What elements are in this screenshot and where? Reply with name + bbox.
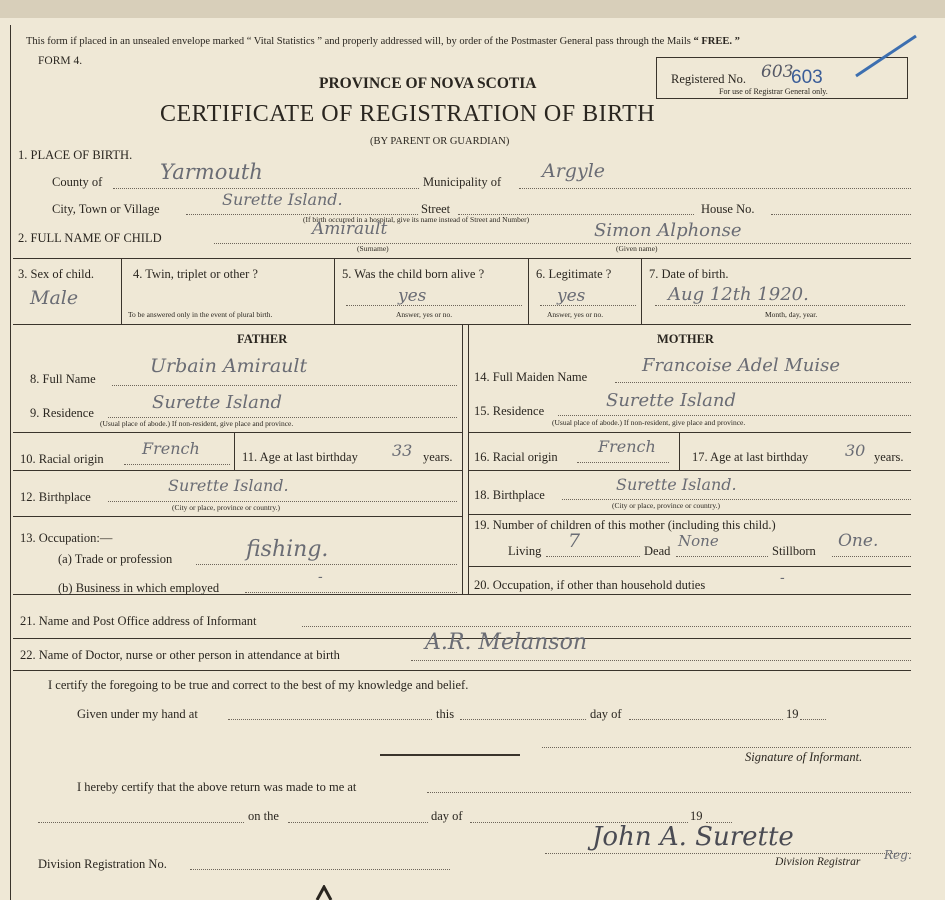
- father-racial-value: French: [142, 439, 200, 458]
- registrar-year-label: 19: [690, 809, 703, 823]
- father-residence-label: 9. Residence: [30, 406, 94, 420]
- given-under-label: Given under my hand at: [77, 707, 198, 721]
- mother-occupation-value: -: [780, 570, 785, 586]
- registrar-day-of-label: day of: [431, 809, 463, 823]
- father-heading: FATHER: [237, 332, 288, 346]
- mother-occupation-label: 20. Occupation, if other than household duties: [474, 578, 706, 592]
- date-of-birth-label: 7. Date of birth.: [649, 267, 729, 281]
- dead-value: None: [678, 532, 719, 550]
- paper-mark: [314, 885, 334, 900]
- informant-signature-caption: Signature of Informant.: [745, 750, 863, 764]
- mother-racial-value: French: [598, 437, 656, 456]
- municipality-value: Argyle: [542, 160, 606, 182]
- date-caption: Month, day, year.: [765, 310, 818, 319]
- sex-label: 3. Sex of child.: [18, 267, 95, 281]
- father-name-value: Urbain Amirault: [150, 355, 308, 377]
- alive-label: 5. Was the child born alive ?: [342, 267, 485, 281]
- postal-notice-free: “ FREE. ”: [693, 36, 740, 47]
- legitimate-value: yes: [557, 286, 586, 306]
- father-age-label: 11. Age at last birthday: [242, 450, 358, 464]
- living-value: 7: [568, 530, 581, 552]
- father-business-value: -: [318, 569, 323, 585]
- mother-name-label: 14. Full Maiden Name: [474, 370, 588, 384]
- registrar-certify-text: I hereby certify that the above return was made to me at: [77, 780, 357, 794]
- surname-caption: (Surname): [357, 244, 389, 253]
- paper-top-edge: [0, 0, 945, 18]
- certificate-subtitle: (BY PARENT OR GUARDIAN): [370, 136, 510, 147]
- sex-value: Male: [30, 287, 79, 309]
- dead-label: Dead: [644, 544, 671, 558]
- father-residence-caption: (Usual place of abode.) If non-resident, give place and province.: [100, 419, 294, 428]
- mother-residence-label: 15. Residence: [474, 404, 545, 418]
- father-age-value: 33: [392, 441, 413, 460]
- father-trade-label: (a) Trade or profession: [58, 552, 173, 566]
- father-residence-value: Surette Island: [152, 392, 282, 413]
- stillborn-value: One.: [838, 531, 879, 551]
- form-number: FORM 4.: [38, 55, 83, 67]
- registered-number-handwritten: 603: [761, 62, 794, 82]
- informant-label: 21. Name and Post Office address of Informant: [20, 614, 257, 628]
- division-registration-label: Division Registration No.: [38, 857, 167, 871]
- date-of-birth-value: Aug 12th 1920.: [668, 284, 809, 305]
- street-label: Street: [421, 202, 451, 216]
- child-surname-value: Amirault: [312, 219, 388, 239]
- mother-birthplace-value: Surette Island.: [616, 475, 737, 494]
- blue-pen-stroke: [850, 30, 925, 85]
- registrar-signature: John A. Surette: [592, 822, 794, 852]
- city-value: Surette Island.: [222, 190, 343, 209]
- house-no-label: House No.: [701, 202, 755, 216]
- mother-age-value: 30: [845, 441, 866, 460]
- place-of-birth-label: 1. PLACE OF BIRTH.: [18, 148, 133, 162]
- mother-age-unit: years.: [874, 450, 904, 464]
- registered-label: Registered No.: [671, 72, 746, 86]
- registered-note: For use of Registrar General only.: [719, 87, 828, 96]
- legitimate-label: 6. Legitimate ?: [536, 267, 612, 281]
- given-year-label: 19: [786, 707, 799, 721]
- given-this-label: this: [436, 707, 455, 721]
- registered-number-stamp: 603: [791, 67, 823, 88]
- left-border: [10, 25, 11, 900]
- province-title: PROVINCE OF NOVA SCOTIA: [319, 75, 537, 92]
- father-racial-label: 10. Racial origin: [20, 452, 104, 466]
- county-label: County of: [52, 175, 103, 189]
- given-name-caption: (Given name): [616, 244, 658, 253]
- division-registrar-caption: Division Registrar: [775, 856, 861, 868]
- child-given-name-value: Simon Alphonse: [594, 220, 742, 241]
- hospital-note: (If birth occurred in a hospital, give its name instead of Street and Number): [303, 215, 530, 224]
- informant-certify-text: I certify the foregoing to be true and correct to the best of my knowledge and belief.: [48, 678, 469, 692]
- father-age-unit: years.: [423, 450, 453, 464]
- twin-caption: To be answered only in the event of plural birth.: [128, 310, 273, 319]
- living-label: Living: [508, 544, 542, 558]
- doctor-label: 22. Name of Doctor, nurse or other person in attendance at birth: [20, 648, 340, 662]
- father-business-label: (b) Business in which employed: [58, 581, 220, 595]
- father-occupation-label: 13. Occupation:—: [20, 531, 113, 545]
- mother-birthplace-caption: (City or place, province or country.): [612, 501, 721, 510]
- doctor-value: A.R. Melanson: [425, 630, 588, 655]
- registrar-mark: Reg.: [884, 848, 912, 862]
- child-name-label: 2. FULL NAME OF CHILD: [18, 231, 162, 245]
- mother-children-label: 19. Number of children of this mother (including this child.): [474, 518, 776, 532]
- mother-racial-label: 16. Racial origin: [474, 450, 558, 464]
- municipality-label: Municipality of: [423, 175, 502, 189]
- city-label: City, Town or Village: [52, 202, 160, 216]
- registrar-on-the-label: on the: [248, 809, 279, 823]
- legitimate-caption: Answer, yes or no.: [547, 310, 604, 319]
- twin-label: 4. Twin, triplet or other ?: [133, 267, 258, 281]
- certificate-title: CERTIFICATE OF REGISTRATION OF BIRTH: [160, 101, 656, 127]
- father-birthplace-label: 12. Birthplace: [20, 490, 91, 504]
- stillborn-label: Stillborn: [772, 544, 816, 558]
- alive-value: yes: [398, 286, 427, 306]
- mother-residence-caption: (Usual place of abode.) If non-resident, give place and province.: [552, 418, 746, 427]
- father-trade-value: fishing.: [246, 537, 329, 562]
- father-birthplace-caption: (City or place, province or country.): [172, 503, 281, 512]
- postal-notice-text: This form if placed in an unsealed envelope marked “ Vital Statistics ” and properly addressed will, by order of the Postmaster General pass through the Mails: [26, 36, 691, 47]
- mother-heading: MOTHER: [657, 332, 714, 346]
- father-birthplace-value: Surette Island.: [168, 476, 289, 495]
- county-value: Yarmouth: [160, 160, 263, 184]
- postal-notice: [26, 36, 740, 47]
- mother-age-label: 17. Age at last birthday: [692, 450, 809, 464]
- mother-residence-value: Surette Island: [606, 390, 736, 411]
- father-name-label: 8. Full Name: [30, 372, 96, 386]
- given-day-of-label: day of: [590, 707, 622, 721]
- alive-caption: Answer, yes or no.: [396, 310, 453, 319]
- mother-name-value: Francoise Adel Muise: [642, 355, 841, 376]
- mother-birthplace-label: 18. Birthplace: [474, 488, 545, 502]
